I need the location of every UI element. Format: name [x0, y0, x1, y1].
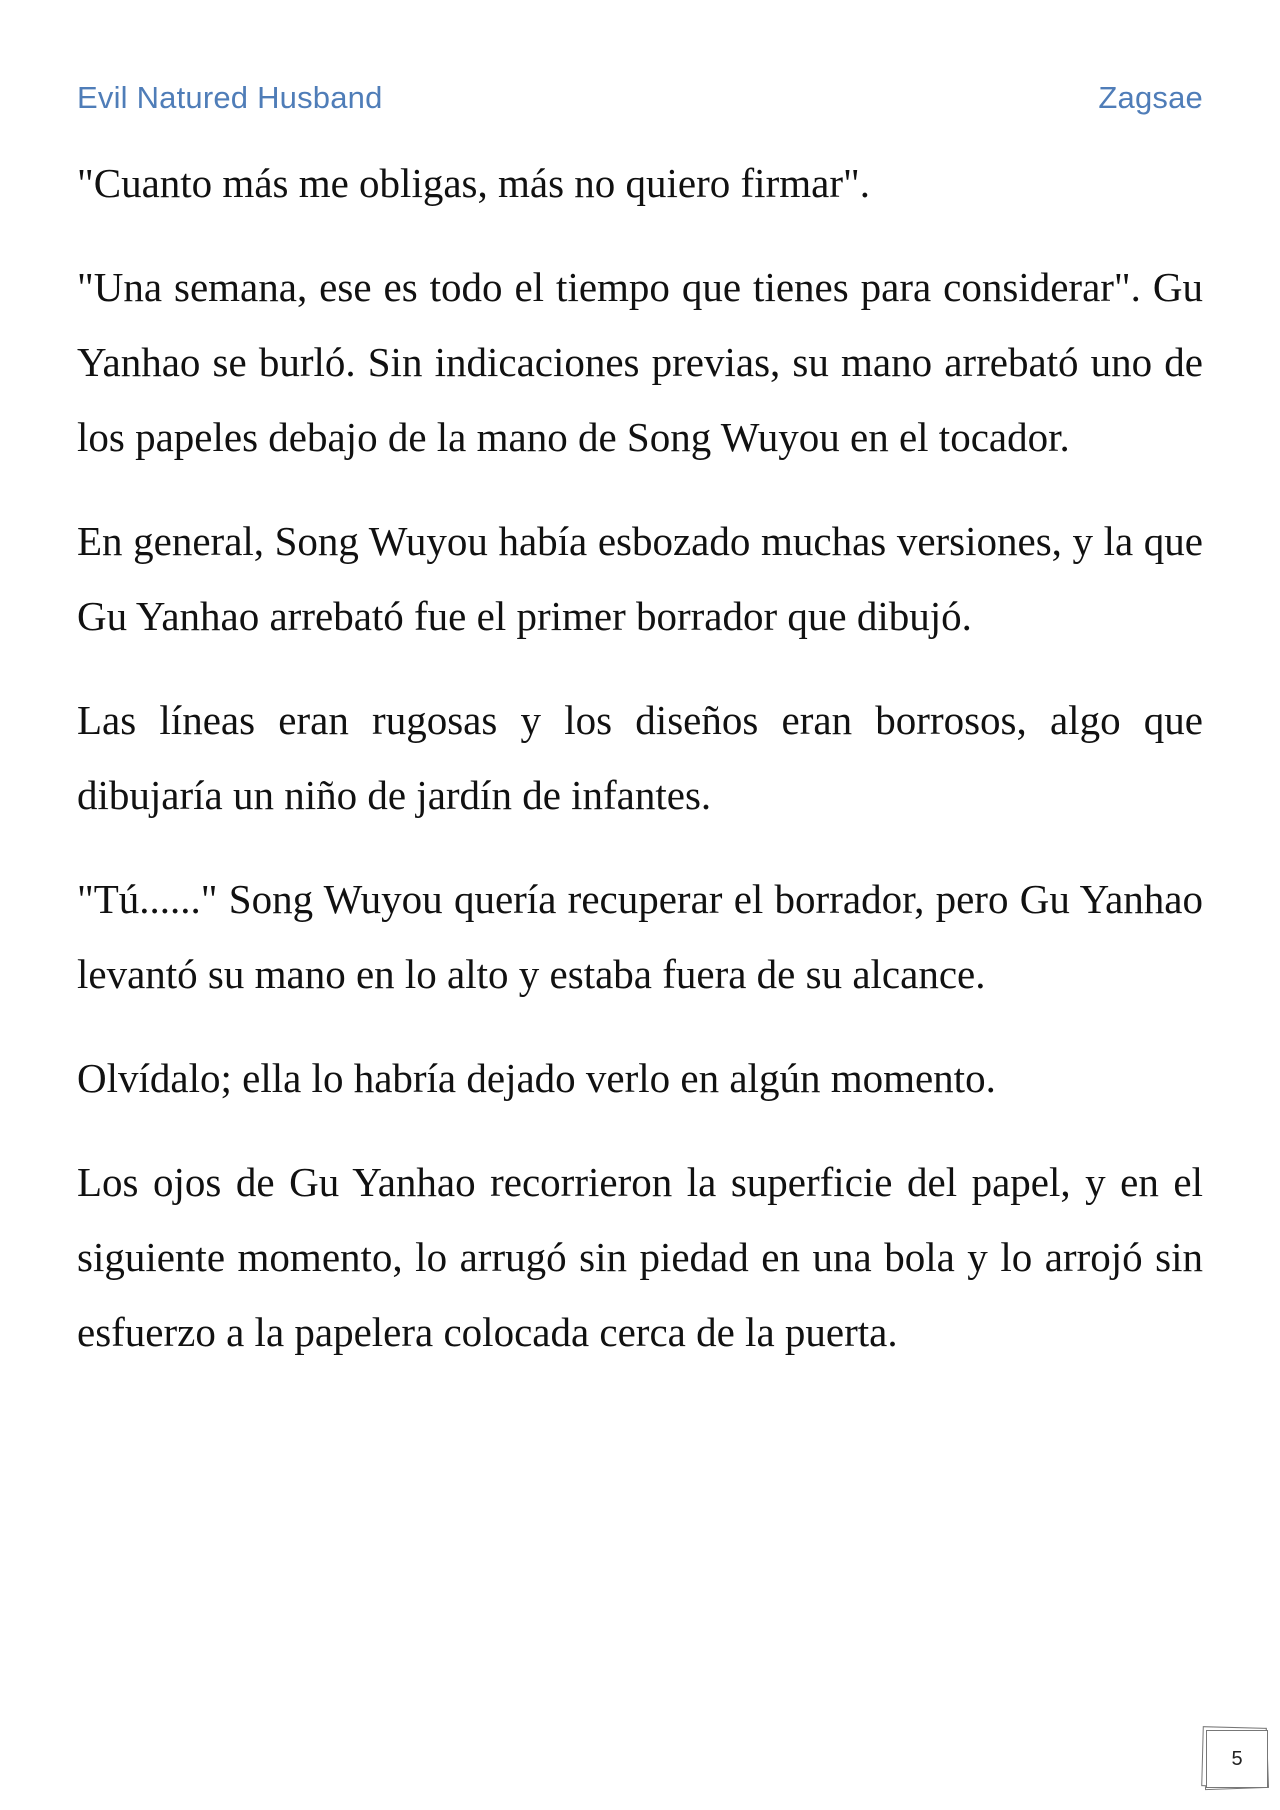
body-text — [77, 146, 1203, 1399]
paragraph: "Una semana, ese es todo el tiempo que tienes para considerar". Gu Yanhao se burló. Sin indicaciones previas, su mano arrebató uno de los papeles debajo de la mano de Song Wuyou en el tocador. — [77, 264, 1203, 460]
paragraph: Olvídalo; ella lo habría dejado verlo en algún momento. — [77, 1055, 996, 1101]
header-author: Zagsae — [1098, 80, 1203, 115]
paragraph: Los ojos de Gu Yanhao recorrieron la superficie del papel, y en el siguiente momento, lo arrugó sin piedad en una bola y lo arrojó sin esfuerzo a la papelera colocada cerca de la puerta. — [77, 1159, 1203, 1355]
paragraph: Las líneas eran rugosas y los diseños eran borrosos, algo que dibujaría un niño de jardín de infantes. — [77, 697, 1203, 818]
page-number-badge — [1200, 1725, 1272, 1791]
paragraph: "Cuanto más me obligas, más no quiero firmar". — [77, 160, 870, 206]
header-book-title: Evil Natured Husband — [77, 80, 383, 115]
paragraph: "Tú......" Song Wuyou quería recuperar el borrador, pero Gu Yanhao levantó su mano en lo alto y estaba fuera de su alcance. — [77, 876, 1203, 997]
paragraph: En general, Song Wuyou había esbozado muchas versiones, y la que Gu Yanhao arrebató fue el primer borrador que dibujó. — [77, 518, 1203, 639]
page-header — [77, 76, 1203, 120]
page-number: 5 — [1206, 1730, 1268, 1788]
